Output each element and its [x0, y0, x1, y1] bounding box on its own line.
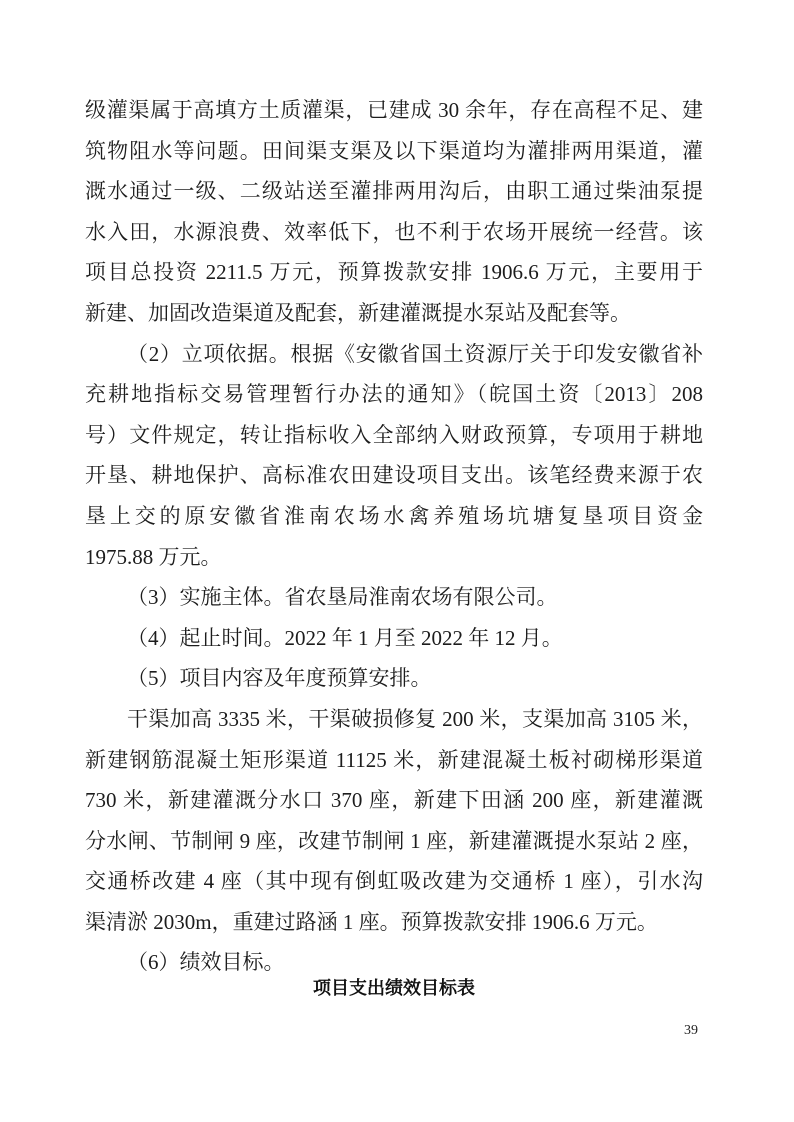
- text-line: （4）起止时间。2022 年 1 月至 2022 年 12 月。: [127, 625, 563, 650]
- text-line: 号）文件规定，转让指标收入全部纳入财政预算，专项用于耕地: [85, 422, 703, 447]
- text-line: 垦上交的原安徽省淮南农场水禽养殖场坑塘复垦项目资金: [85, 503, 703, 528]
- text-line: 交通桥改建 4 座（其中现有倒虹吸改建为交通桥 1 座），引水沟: [85, 869, 703, 894]
- text-line: 充耕地指标交易管理暂行办法的通知》（皖国土资〔2013〕208: [85, 382, 703, 407]
- document-body: [85, 90, 703, 983]
- text-line: 筑物阻水等问题。田间渠支渠及以下渠道均为灌排两用渠道，灌: [85, 138, 703, 163]
- text-line: 新建、加固改造渠道及配套，新建灌溉提水泵站及配套等。: [85, 300, 631, 325]
- text-line: 分水闸、节制闸 9 座，改建节制闸 1 座，新建灌溉提水泵站 2 座，: [85, 828, 703, 853]
- text-line: 溉水通过一级、二级站送至灌排两用沟后，由职工通过柴油泵提: [85, 179, 703, 204]
- text-line: （6）绩效目标。: [127, 950, 285, 975]
- page-number: 39: [684, 1023, 698, 1038]
- text-line: 开垦、耕地保护、高标准农田建设项目支出。该笔经费来源于农: [85, 463, 703, 488]
- table-title: 项目支出绩效目标表: [313, 978, 475, 998]
- text-line: 新建钢筋混凝土矩形渠道 11125 米，新建混凝土板衬砌梯形渠道: [85, 747, 703, 772]
- text-line: 项目总投资 2211.5 万元，预算拨款安排 1906.6 万元，主要用于: [85, 260, 703, 285]
- text-line: 1975.88 万元。: [85, 544, 222, 569]
- text-line: 水入田，水源浪费、效率低下，也不利于农场开展统一经营。该: [85, 219, 703, 244]
- text-line: 730 米，新建灌溉分水口 370 座，新建下田涵 200 座，新建灌溉: [85, 788, 703, 813]
- text-line: （2）立项依据。根据《安徽省国土资源厅关于印发安徽省补: [127, 341, 703, 366]
- text-line: 干渠加高 3335 米，干渠破损修复 200 米，支渠加高 3105 米，: [127, 706, 703, 731]
- text-line: （5）项目内容及年度预算安排。: [127, 666, 432, 691]
- text-line: （3）实施主体。省农垦局淮南农场有限公司。: [127, 585, 558, 610]
- text-line: 级灌渠属于高填方土质灌渠，已建成 30 余年，存在高程不足、建: [85, 98, 703, 122]
- text-line: 渠清淤 2030m，重建过路涵 1 座。预算拨款安排 1906.6 万元。: [85, 909, 658, 934]
